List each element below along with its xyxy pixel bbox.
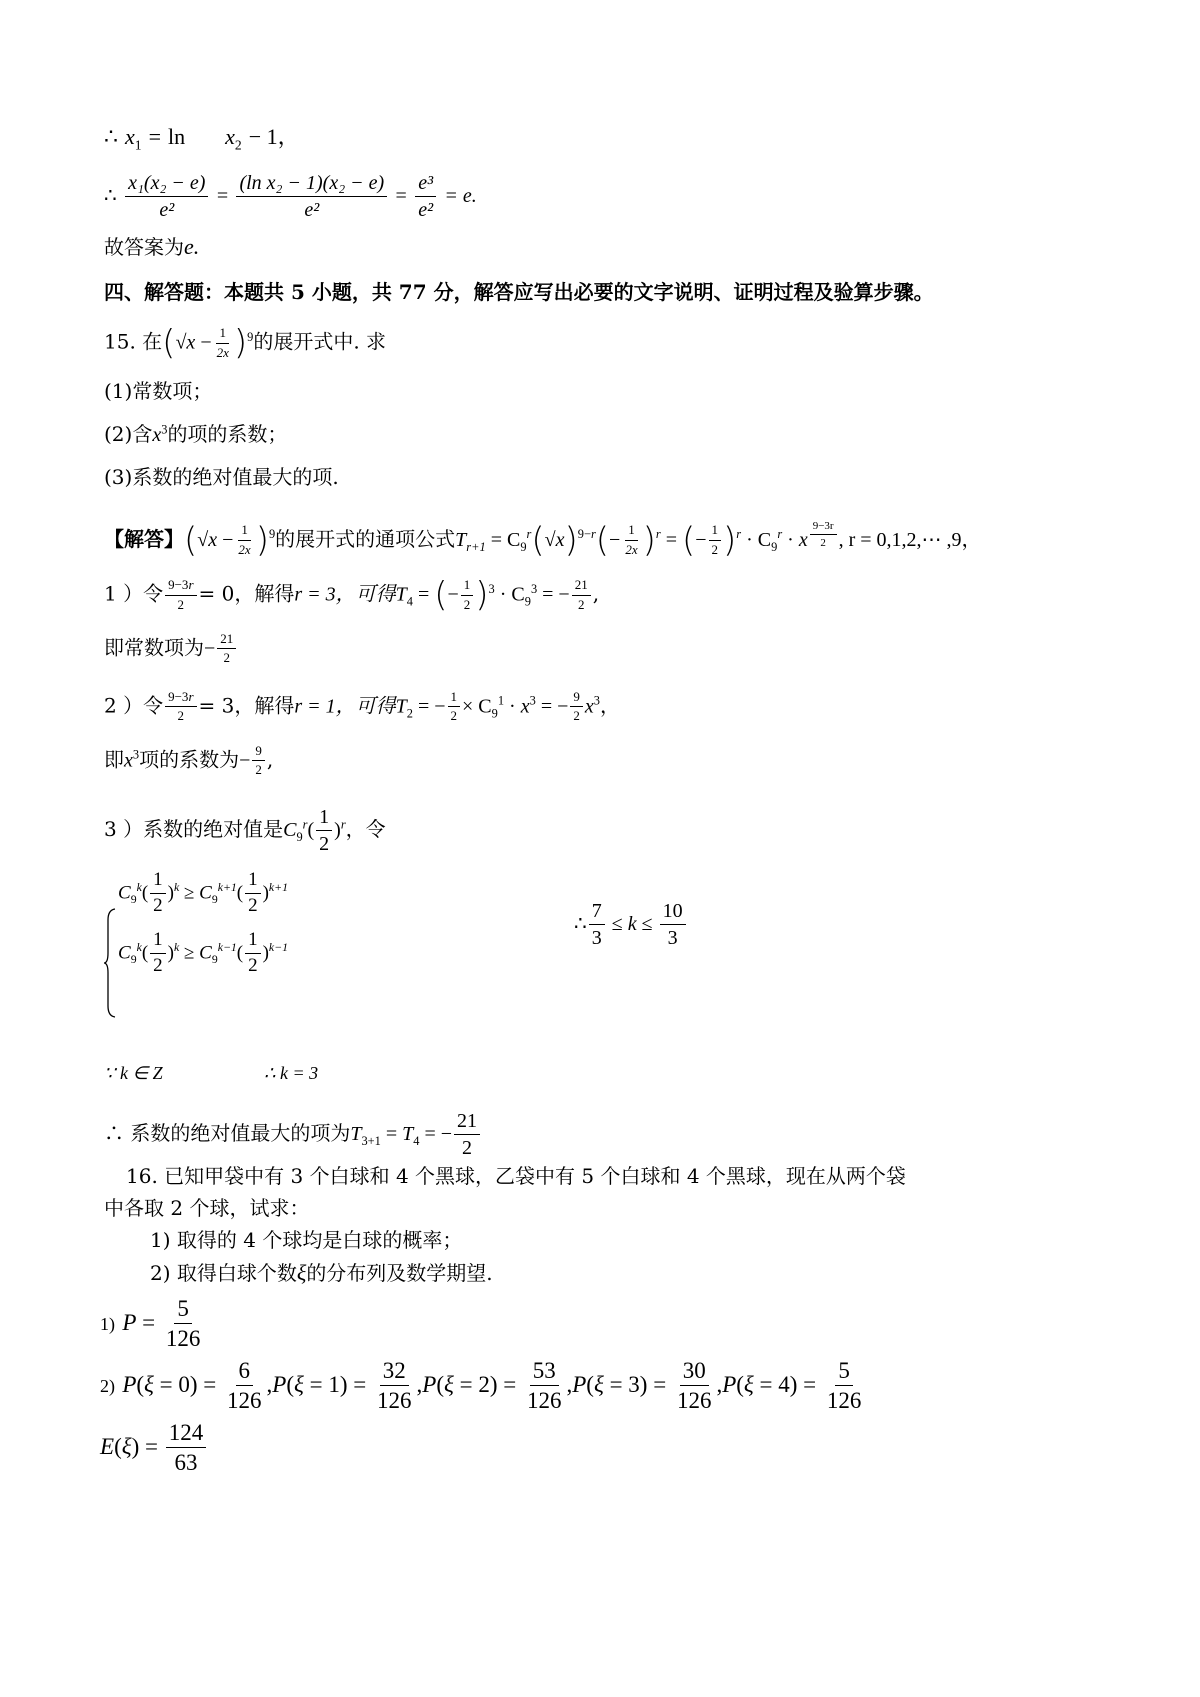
step-2-result: 即$x^3$项的系数为− $\frac{9}{2}$ , — [104, 743, 274, 778]
fraction: $\frac{124}{63}$ — [166, 1420, 207, 1476]
line-fraction-chain: ∴ $\frac{\text{x₁(x₂ − e)}}{\text{e²}}$ = $\frac{\text{(ln x₂ − 1)(x₂ − e)}}{\text{e²}}$ = $\frac{\text{e³}}{\text{e²}}$ = e. — [104, 172, 477, 221]
fraction: $\frac{6}{126}$ — [227, 1358, 262, 1414]
final-term: ∴ 系数的绝对值最大的项为$T_{3+1} = T_4$ = − $\frac{21}{2}$ — [104, 1110, 482, 1159]
fraction: $\frac{1}{2}$ — [150, 870, 166, 917]
q16-line1: 16. 已知甲袋中有 3 个白球和 4 个黑球，乙袋中有 5 个白球和 4 个黑球，现在从两个袋 — [126, 1164, 906, 1188]
q15-heading: 15. 在(√x − $\frac{1}{2x}$ )$^9$的展开式中. 求 — [104, 323, 387, 363]
left-brace — [104, 908, 116, 1018]
step-3: 3 ）系数的绝对值是$C_9^r$( $\frac{1}{2}$ )$^r$，令 — [104, 806, 386, 855]
fraction: $\frac{9}{2}$ — [252, 744, 265, 778]
q16-line3: 1) 取得的 4 个球均是白球的概率； — [150, 1228, 463, 1252]
prob-0: P(ξ = 0) = $\frac{6}{126}$ , — [122, 1358, 273, 1414]
expectation: E(ξ) = $\frac{124}{63}$ — [100, 1420, 208, 1476]
fraction: $\frac{1}{2x}$ — [625, 522, 638, 557]
fraction: $\frac{\text{x₁(x₂ − e)}}{\text{e²}}$ — [125, 172, 208, 221]
fraction: $\frac{1}{2}$ — [709, 523, 722, 557]
step-1: 1 ）令 $\frac{9-3r}{2}$ = 0，解得r = 3，可得$T_4$ = (− $\frac{1}{2}$ )$^3 \cdot C_9^3$ = − $\frac{21}{2}$ , — [104, 575, 600, 615]
fraction: $\frac{\text{e³}}{\text{e²}}$ — [415, 172, 436, 221]
fraction: $\frac{1}{2}$ — [316, 806, 332, 855]
fraction: $\frac{9}{2}$ — [570, 690, 583, 724]
q16-line4: 2) 取得白球个数ξ的分布列及数学期望. — [150, 1260, 493, 1285]
fraction: $\frac{30}{126}$ — [676, 1358, 712, 1414]
q16-line2: 中各取 2 个球，试求： — [104, 1196, 310, 1220]
answer-16-2: 2) P(ξ = 0) = $\frac{6}{126}$ ,P(ξ = 1) = $\frac{32}{126}$ ,P(ξ = 2) = $\frac{53}{126}$ ,P(ξ = 3) = $\frac{30}{126}$ ,P(ξ = 4) = $\frac{5}{126}$ — [100, 1358, 866, 1414]
fraction: $\frac{9-3r}{2}$ — [165, 578, 196, 612]
fraction: $\frac{21}{2}$ — [217, 632, 236, 666]
fraction: $\frac{1}{2}$ — [245, 870, 261, 917]
inequality-2: $C_9^k$( $\frac{1}{2}$ )$^k \ge C_9^{k-1}$( $\frac{1}{2}$ )$^{k-1}$ — [118, 929, 288, 976]
line-x1-equation: ∴ $x_1 = \ln x_2 - 1$， — [104, 124, 300, 153]
prob-3: P(ξ = 3) = $\frac{30}{126}$ , — [572, 1358, 723, 1414]
k-value: ∴ k = 3 — [264, 1063, 319, 1083]
inequality-1: $C_9^k$( $\frac{1}{2}$ )$^k \ge C_9^{k+1}$( $\frac{1}{2}$ )$^{k+1}$ — [118, 869, 288, 916]
fraction: $\frac{1}{2x}$ — [216, 325, 229, 360]
inequality-result: ∴ $\frac{7}{3}$ ≤ k ≤ $\frac{10}{3}$ — [574, 900, 688, 949]
fraction: $\frac{53}{126}$ — [526, 1358, 562, 1414]
fraction: $\frac{21}{2}$ — [454, 1110, 480, 1159]
fraction: $\frac{1}{2}$ — [461, 578, 474, 612]
prob-1: P(ξ = 1) = $\frac{32}{126}$ , — [272, 1358, 423, 1414]
fraction: $\frac{10}{3}$ — [660, 900, 686, 949]
fraction: $\frac{1}{2}$ — [245, 930, 261, 977]
step-2: 2 ）令 $\frac{9-3r}{2}$ = 3，解得r = 1，可得$T_2$ = − $\frac{1}{2}$ × $C_9^1 \cdot x^3$ = − $\frac{9}{2}$ $x^3$， — [104, 689, 620, 724]
k-integer: ∵ k ∈ Z — [104, 1063, 163, 1083]
fraction: $\frac{32}{126}$ — [377, 1358, 412, 1414]
fraction: $\frac{1}{2}$ — [448, 690, 461, 724]
prob-4: P(ξ = 4) = $\frac{5}{126}$ — [722, 1372, 866, 1398]
answer-line: 故答案为e. — [104, 234, 200, 259]
step-1-result: 即常数项为− $\frac{21}{2}$ — [104, 632, 238, 666]
fraction: $\frac{1}{2}$ — [150, 930, 166, 977]
q15-part2: (2)含$x^3$的项的系数； — [104, 422, 288, 446]
fraction: $\frac{9-3r}{2}$ — [165, 690, 196, 724]
fraction: $\frac{5}{126}$ — [165, 1296, 201, 1352]
fraction: $\frac{21}{2}$ — [572, 578, 591, 612]
prob-2: P(ξ = 2) = $\frac{53}{126}$ , — [422, 1358, 573, 1414]
section-heading: 四、解答题：本题共 5 小题，共 77 分，解答应写出必要的文字说明、证明过程及验算步骤。 — [104, 280, 934, 304]
fraction: $\frac{\text{(ln x₂ − 1)(x₂ − e)}}{\text{e²}}$ — [236, 172, 387, 221]
answer-16-1: 1) P = $\frac{5}{126}$ — [100, 1296, 205, 1352]
fraction: $\frac{1}{2x}$ — [238, 522, 251, 557]
solution-general-term: 【解答】(√x − $\frac{1}{2x}$ )$^9$的展开式的通项公式$T_{r+1} = C_9^r(√x)^{9-r}(-$ $\frac{1}{2x}$ )$^r$ = (− $\frac{1}{2}$ )$^r \cdot C_9^r \cdot x$ $^{\frac{9-3r}{2}}$ , r = 0,1,2,⋯ ,9， — [104, 520, 982, 561]
fraction: $\frac{7}{3}$ — [589, 900, 605, 949]
q15-part3: (3)系数的绝对值最大的项. — [104, 465, 339, 489]
fraction: $\frac{5}{126}$ — [826, 1358, 862, 1414]
q15-part1: (1)常数项； — [104, 379, 213, 403]
